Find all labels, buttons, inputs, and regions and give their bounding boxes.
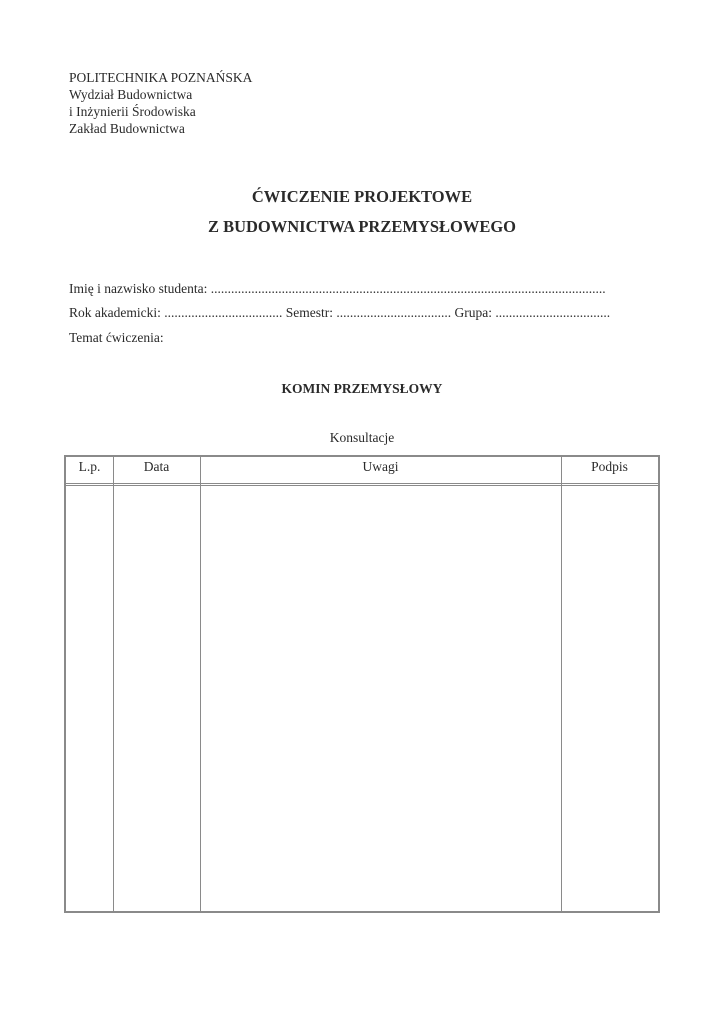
faculty-name: Wydział Budownictwa — [69, 87, 193, 102]
student-name-field: Imię i nazwisko studenta: ..................................................................................................................... — [69, 281, 606, 296]
exercise-topic-label: Temat ćwiczenia: — [69, 330, 164, 345]
title-line-2: Z BUDOWNICTWA PRZEMYSŁOWEGO — [207, 217, 517, 236]
table-caption: Konsultacje — [329, 430, 395, 445]
exercise-subject: KOMIN PRZEMYSŁOWY — [281, 381, 443, 396]
column-divider — [561, 457, 562, 911]
title-line-1: ĆWICZENIE PROJEKTOWE — [251, 187, 473, 206]
academic-year-semester-group-field: Rok akademicki: ................................... Semestr: .................................. Grupa: .................................. — [69, 305, 611, 320]
column-divider — [200, 457, 201, 911]
faculty-name-cont: i Inżynierii Środowiska — [69, 104, 196, 119]
column-divider — [113, 457, 114, 911]
header-data: Data — [143, 459, 170, 474]
header-lp: L.p. — [78, 459, 101, 474]
institution-header — [69, 69, 252, 137]
university-name: POLITECHNIKA POZNAŃSKA — [69, 70, 253, 85]
header-uwagi: Uwagi — [362, 459, 399, 474]
consultations-table — [64, 455, 660, 913]
header-podpis: Podpis — [591, 459, 628, 474]
department-name: Zakład Budownictwa — [69, 121, 185, 136]
